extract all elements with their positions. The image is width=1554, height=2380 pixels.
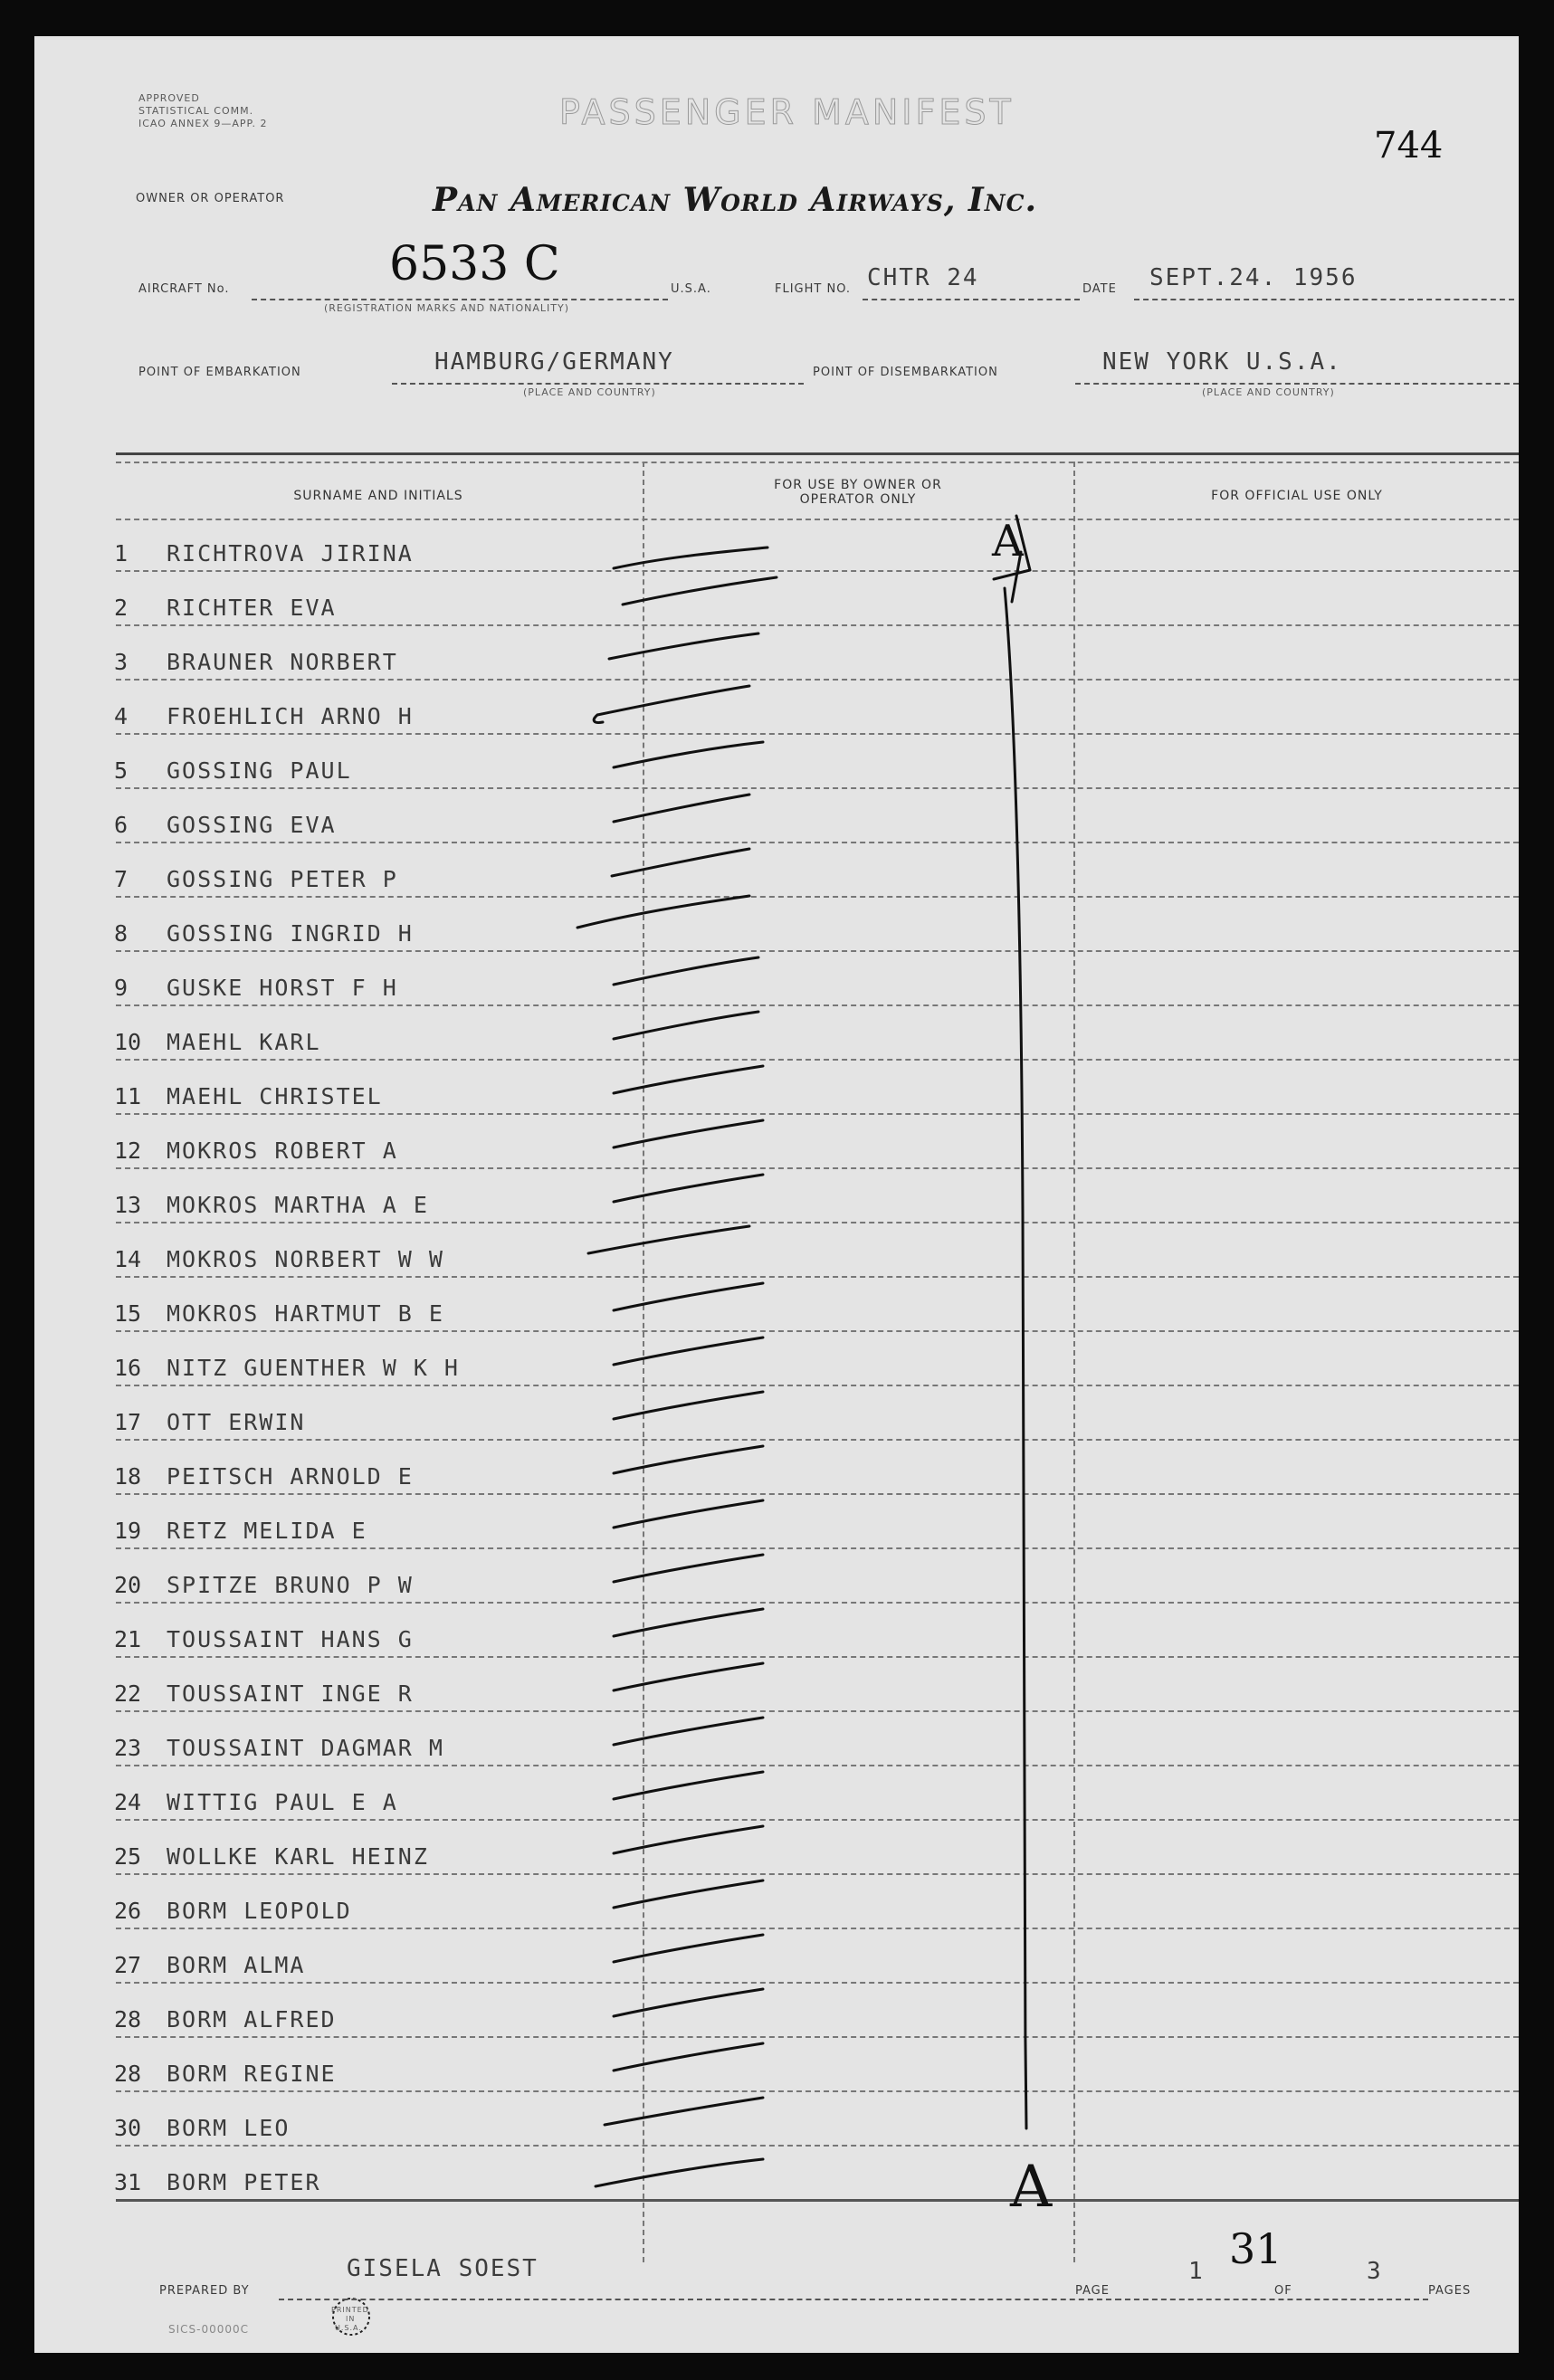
stamp-line-1: PRINTED	[331, 2306, 369, 2314]
prepared-by-label: PREPARED BY	[159, 2284, 250, 2298]
row-rule	[116, 1547, 1519, 1549]
table-top-rule-2	[116, 462, 1519, 463]
passenger-name: WITTIG PAUL E A	[167, 1789, 398, 1815]
date-underline	[1134, 299, 1514, 300]
passenger-name: RICHTROVA JIRINA	[167, 540, 414, 566]
passenger-name: TOUSSAINT INGE R	[167, 1680, 414, 1707]
row-number: 20	[114, 1572, 142, 1598]
passenger-name: MOKROS MARTHA A E	[167, 1192, 429, 1218]
passenger-name: TOUSSAINT DAGMAR M	[167, 1735, 444, 1761]
disembarkation-label: POINT OF DISEMBARKATION	[813, 366, 998, 379]
row-rule	[116, 1330, 1519, 1332]
row-number: 7	[114, 866, 129, 892]
disembarkation-underline	[1075, 383, 1519, 385]
passenger-name: MOKROS HARTMUT B E	[167, 1300, 444, 1327]
row-number: 24	[114, 1789, 142, 1815]
passenger-name: RICHTER EVA	[167, 595, 337, 621]
row-number: 22	[114, 1680, 142, 1707]
column-divider-1	[643, 462, 644, 2262]
row-rule	[116, 570, 1519, 572]
row-rule	[116, 1873, 1519, 1875]
aircraft-sublabel: (REGISTRATION MARKS AND NATIONALITY)	[324, 302, 570, 314]
approval-line-1: APPROVED	[138, 92, 200, 104]
flight-underline	[863, 299, 1080, 300]
column-header-official-use: FOR OFFICIAL USE ONLY	[1211, 489, 1383, 503]
row-number: 9	[114, 975, 129, 1001]
row-number: 23	[114, 1735, 142, 1761]
disembarkation-sublabel: (PLACE AND COUNTRY)	[1202, 386, 1335, 398]
embarkation-underline	[392, 383, 804, 385]
manifest-sheet	[34, 36, 1519, 2353]
passenger-name: RETZ MELIDA E	[167, 1518, 367, 1544]
prepared-by-value: GISELA SOEST	[347, 2255, 539, 2282]
passenger-name: GOSSING PETER P	[167, 866, 398, 892]
row-rule	[116, 2199, 1519, 2202]
passenger-name: BORM ALMA	[167, 1952, 306, 1978]
row-rule	[116, 679, 1519, 681]
passenger-name: WOLLKE KARL HEINZ	[167, 1843, 429, 1870]
passenger-name: BRAUNER NORBERT	[167, 649, 398, 675]
passenger-name: MAEHL KARL	[167, 1029, 321, 1055]
embarkation-sublabel: (PLACE AND COUNTRY)	[523, 386, 656, 398]
operator-name: Pan American World Airways, Inc.	[433, 181, 1038, 219]
row-rule	[116, 1765, 1519, 1766]
row-rule	[116, 1167, 1519, 1169]
column-divider-2	[1073, 462, 1075, 2262]
row-number: 30	[114, 2115, 142, 2141]
row-number: 13	[114, 1192, 142, 1218]
stamp-line-2: IN	[346, 2315, 356, 2323]
passenger-name: GUSKE HORST F H	[167, 975, 398, 1001]
passenger-name: MOKROS ROBERT A	[167, 1138, 398, 1164]
stamp-line-3: U.S.A.	[335, 2324, 362, 2332]
of-value: 3	[1367, 2258, 1383, 2285]
passenger-name: GOSSING PAUL	[167, 757, 352, 784]
row-number: 26	[114, 1898, 142, 1924]
top-mark-a: A	[992, 516, 1024, 566]
row-rule	[116, 1222, 1519, 1223]
prepared-underline	[279, 2299, 1120, 2300]
passenger-name: GOSSING EVA	[167, 812, 337, 838]
passenger-name: PEITSCH ARNOLD E	[167, 1463, 414, 1490]
passenger-name: MOKROS NORBERT W W	[167, 1246, 444, 1272]
passenger-name: BORM ALFRED	[167, 2006, 337, 2033]
pages-label: PAGES	[1428, 2284, 1472, 2298]
row-rule	[116, 2036, 1519, 2038]
row-rule	[116, 787, 1519, 789]
row-rule	[116, 1113, 1519, 1115]
column-header-owner-use: FOR USE BY OWNER OR OPERATOR ONLY	[774, 478, 942, 507]
row-rule	[116, 1439, 1519, 1441]
passenger-name: TOUSSAINT HANS G	[167, 1626, 414, 1652]
owner-label: OWNER OR OPERATOR	[136, 192, 285, 205]
pages-underline	[1116, 2299, 1428, 2300]
date-label: DATE	[1082, 282, 1117, 296]
row-number: 5	[114, 757, 129, 784]
of-label: OF	[1274, 2284, 1292, 2298]
handwritten-page-number: 744	[1374, 125, 1444, 167]
row-rule	[116, 1982, 1519, 1984]
row-rule	[116, 624, 1519, 626]
row-number: 11	[114, 1083, 142, 1109]
row-number: 14	[114, 1246, 142, 1272]
row-rule	[116, 2090, 1519, 2092]
row-number: 3	[114, 649, 129, 675]
row-rule	[116, 2145, 1519, 2147]
row-number: 19	[114, 1518, 142, 1544]
passenger-name: FROEHLICH ARNO H	[167, 703, 414, 729]
embarkation-value: HAMBURG/GERMANY	[434, 348, 674, 376]
passenger-name: BORM PETER	[167, 2169, 321, 2195]
row-rule	[116, 950, 1519, 952]
disembarkation-value: NEW YORK U.S.A.	[1102, 348, 1342, 376]
row-rule	[116, 896, 1519, 898]
nationality-value: U.S.A.	[671, 282, 711, 296]
row-number: 12	[114, 1138, 142, 1164]
row-number: 16	[114, 1355, 142, 1381]
passenger-name: MAEHL CHRISTEL	[167, 1083, 383, 1109]
passenger-name: GOSSING INGRID H	[167, 920, 414, 947]
aircraft-number: 6533 C	[389, 237, 560, 291]
row-rule	[116, 733, 1519, 735]
row-rule	[116, 842, 1519, 843]
row-number: 6	[114, 812, 129, 838]
table-top-rule	[116, 452, 1519, 455]
row-number: 17	[114, 1409, 142, 1435]
passenger-name: BORM REGINE	[167, 2061, 337, 2087]
row-number: 15	[114, 1300, 142, 1327]
row-number: 18	[114, 1463, 142, 1490]
form-title: PASSENGER MANIFEST	[559, 92, 1015, 132]
row-number: 28	[114, 2006, 142, 2033]
row-rule	[116, 1710, 1519, 1712]
passenger-name: NITZ GUENTHER W K H	[167, 1355, 460, 1381]
row-rule	[116, 1059, 1519, 1061]
flight-label: FLIGHT NO.	[775, 282, 852, 296]
row-number: 1	[114, 540, 129, 566]
row-number: 31	[114, 2169, 142, 2195]
form-code: SICS-00000C	[168, 2323, 250, 2336]
row-number: 28	[114, 2061, 142, 2087]
row-rule	[116, 1928, 1519, 1929]
page-label: PAGE	[1075, 2284, 1110, 2298]
row-rule	[116, 1493, 1519, 1495]
page-value: 1	[1188, 2258, 1205, 2285]
embarkation-label: POINT OF EMBARKATION	[138, 366, 301, 379]
row-rule	[116, 1004, 1519, 1006]
row-number: 27	[114, 1952, 142, 1978]
row-number: 25	[114, 1843, 142, 1870]
row-rule	[116, 1385, 1519, 1386]
passenger-name: BORM LEO	[167, 2115, 291, 2141]
passenger-name: BORM LEOPOLD	[167, 1898, 352, 1924]
bottom-mark-a: A	[1010, 2154, 1053, 2221]
handwritten-count: 31	[1229, 2224, 1282, 2273]
row-number: 8	[114, 920, 129, 947]
row-number: 2	[114, 595, 129, 621]
approval-line-3: ICAO ANNEX 9—APP. 2	[138, 118, 268, 129]
row-rule	[116, 1819, 1519, 1821]
column-header-surname: SURNAME AND INITIALS	[293, 489, 463, 503]
table-header-rule	[116, 519, 1519, 520]
date-value: SEPT.24. 1956	[1149, 264, 1358, 291]
row-rule	[116, 1276, 1519, 1278]
row-rule	[116, 1602, 1519, 1604]
row-number: 10	[114, 1029, 142, 1055]
aircraft-label: AIRCRAFT No.	[138, 282, 230, 296]
approval-line-2: STATISTICAL COMM.	[138, 105, 254, 117]
passenger-name: SPITZE BRUNO P W	[167, 1572, 414, 1598]
aircraft-underline	[252, 299, 668, 300]
passenger-name: OTT ERWIN	[167, 1409, 306, 1435]
flight-number: CHTR 24	[867, 264, 979, 291]
row-rule	[116, 1656, 1519, 1658]
row-number: 4	[114, 703, 129, 729]
row-number: 21	[114, 1626, 142, 1652]
